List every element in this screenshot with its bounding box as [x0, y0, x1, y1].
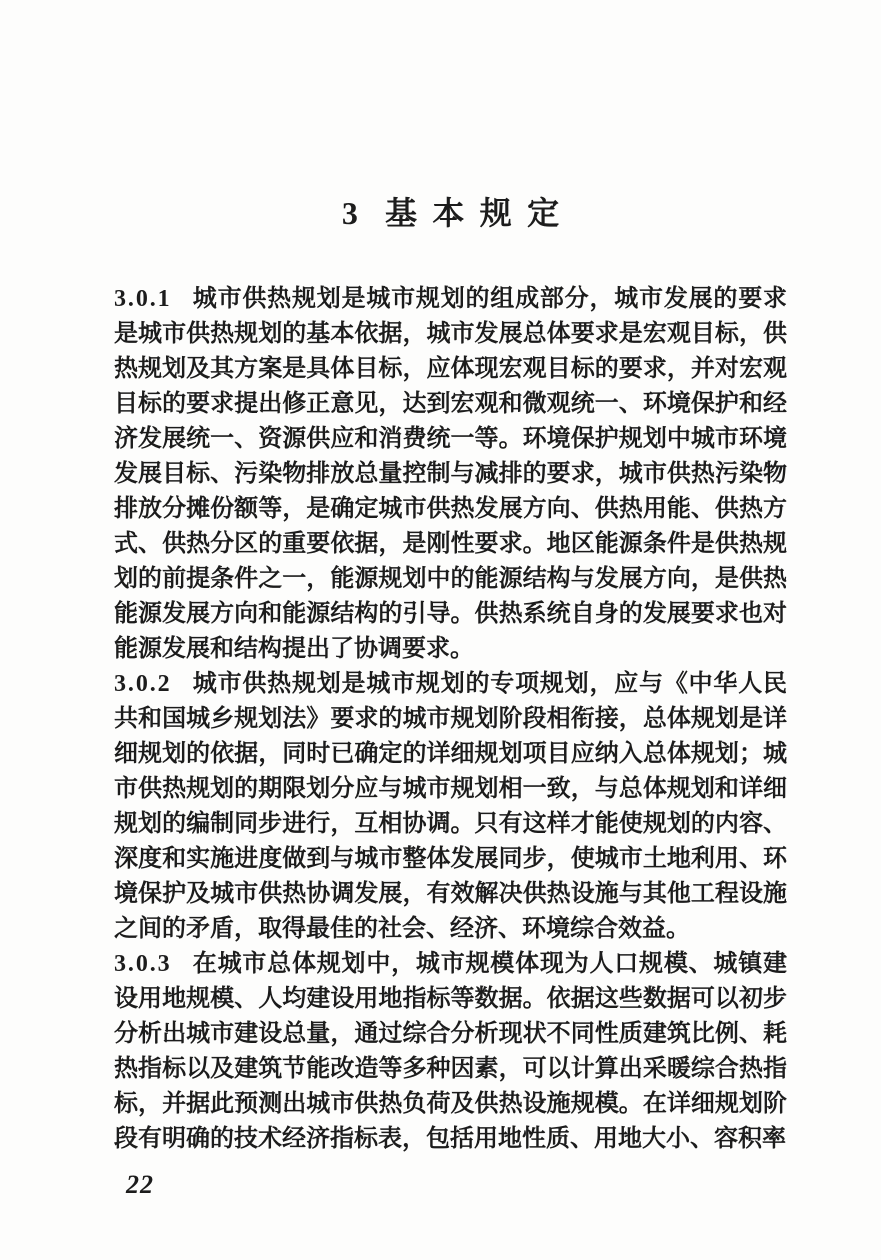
clause-number: 3.0.2 — [114, 671, 172, 697]
page-content — [114, 0, 787, 1157]
clause-3-0-2 — [114, 667, 787, 947]
clause-3-0-1 — [114, 282, 787, 667]
chapter-heading — [114, 190, 787, 236]
chapter-number: 3 — [341, 195, 358, 231]
clause-text: 城市供热规划是城市规划的专项规划，应与《中华人民共和国城乡规划法》要求的城市规划阶段相衔接，总体规划是详细规划的依据，同时已确定的详细规划项目应纳入总体规划；城市供热规划的期限划分应与城市规划相一致，与总体规划和详细规划的编制同步进行，互相协调。只有这样才能使规划的内容、深度和实施进度做到与城市整体发展同步，使城市土地利用、环境保护及城市供热协调发展，有效解决供热设施与其他工程设施之间的矛盾，取得最佳的社会、经济、环境综合效益。 — [114, 671, 787, 942]
clause-number: 3.0.3 — [114, 951, 172, 977]
chapter-title: 基本规定 — [385, 195, 575, 231]
clause-text: 城市供热规划是城市规划的组成部分，城市发展的要求是城市供热规划的基本依据，城市发展总体要求是宏观目标，供热规划及其方案是具体目标，应体现宏观目标的要求，并对宏观目标的要求提出修正意见，达到宏观和微观统一、环境保护和经济发展统一、资源供应和消费统一等。环境保护规划中城市环境发展目标、污染物排放总量控制与减排的要求，城市供热污染物排放分摊份额等，是确定城市供热发展方向、供热用能、供热方式、供热分区的重要依据，是刚性要求。地区能源条件是供热规划的前提条件之一，能源规划中的能源结构与发展方向，是供热能源发展方向和能源结构的引导。供热系统自身的发展要求也对能源发展和结构提出了协调要求。 — [114, 286, 787, 662]
page-number: 22 — [126, 1170, 154, 1199]
clause-list — [114, 282, 787, 1157]
clause-3-0-3 — [114, 947, 787, 1157]
clause-number: 3.0.1 — [114, 286, 172, 312]
clause-text: 在城市总体规划中，城市规模体现为人口规模、城镇建设用地规模、人均建设用地指标等数据。依据这些数据可以初步分析出城市建设总量，通过综合分析现状不同性质建筑比例、耗热指标以及建筑节能改造等多种因素，可以计算出采暖综合热指标，并据此预测出城市供热负荷及供热设施规模。在详细规划阶段有明确的技术经济指标表，包括用地性质、用地大小、容积率 — [114, 951, 787, 1152]
